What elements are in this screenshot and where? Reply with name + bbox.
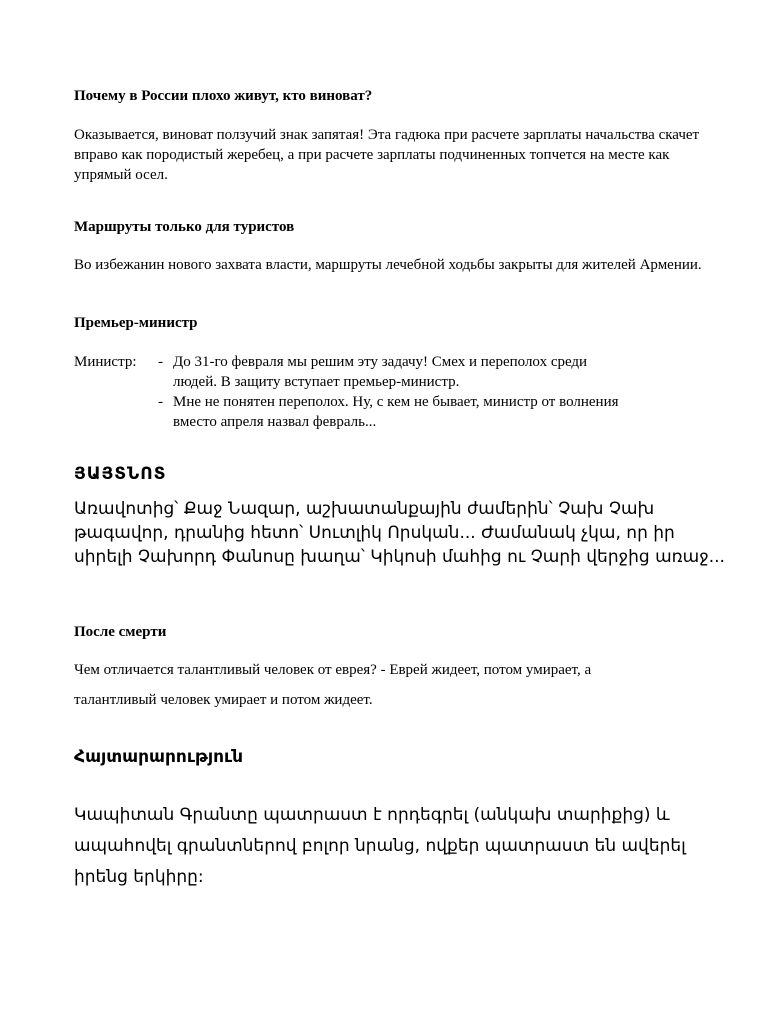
paragraph-comma-joke: Оказывается, виноват ползучий знак запятая! Эта гадюка при расчете зарплаты начальства скачет вправо как породистый жеребец, а при расчете зарплаты подчиненных топчется на месте как упрямый осел. — [74, 127, 700, 183]
heading-after-death: После смерти — [74, 624, 167, 640]
minister-dialog — [74, 352, 728, 432]
heading-routes: Маршруты только для туристов — [74, 219, 295, 235]
dash-2: - — [158, 394, 163, 410]
heading-armenian-notice: Հայտարարություն — [74, 747, 244, 767]
heading-premier: Премьер-министр — [74, 315, 198, 331]
heading-why-russia: Почему в России плохо живут, кто виноват? — [74, 88, 373, 104]
dash-1: - — [158, 354, 163, 370]
minister-line-1a: До 31-го февраля мы решим эту задачу! Смех и переполох среди — [173, 354, 588, 370]
paragraph-armenian-announcement: Առավոտից՝ Քաջ Նազար, աշխատանքային ժամերին՝ Չախ Չախ թագավոր, դրանից հետո՝ Սուտլիկ Որսկան... Ժամանակ չկա, որ իր սիրելի Չախորդ Փանոսը խաղա՝ Կիկոսի մահից ու Չարի վերջից առաջ... — [74, 499, 725, 567]
minister-line-1b: людей. В защиту вступает премьер-министр. — [173, 374, 460, 390]
paragraph-armenian-notice: Կապիտան Գրանտը պատրաստ է որդեգրել (անկախ տարիքից) և ապահովել գրանտներով բոլոր նրանց, ովքեր պատրաստ են ավերել իրենց երկիրը: — [74, 805, 686, 887]
after-death-line-2: талантливый человек умирает и потом жидеет. — [74, 692, 373, 708]
minister-line-2a: Мне не понятен переполох. Ну, с кем не бывает, министр от волнения — [173, 394, 619, 410]
after-death-line-1: Чем отличается талантливый человек от еврея? - Еврей жидеет, потом умирает, а — [74, 662, 592, 678]
heading-armenian-announcement: ՅԱՅՏՆՈՏ — [74, 464, 167, 484]
minister-line-2b: вместо апреля назвал февраль... — [173, 414, 377, 430]
paragraph-routes: Во избежанин нового захвата власти, маршруты лечебной ходьбы закрыты для жителей Армении. — [74, 257, 702, 273]
paragraph-after-death — [74, 660, 728, 710]
minister-label: Министр: — [74, 354, 137, 370]
